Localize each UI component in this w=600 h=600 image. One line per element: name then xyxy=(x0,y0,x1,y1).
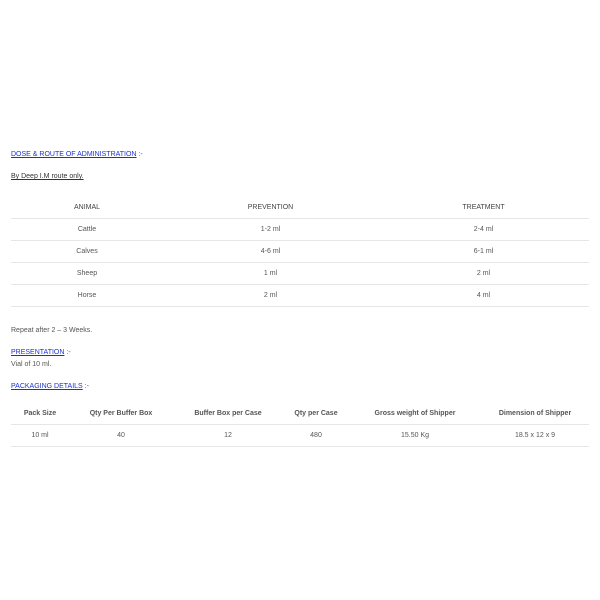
table-cell: 480 xyxy=(283,425,349,447)
dose-route-heading xyxy=(11,150,589,160)
dose-table xyxy=(11,196,589,307)
packaging-suffix: :- xyxy=(82,383,89,390)
column-header-animal: ANIMAL xyxy=(11,196,163,219)
column-header-buffer-box-per-case: Buffer Box per Case xyxy=(173,402,283,425)
table-row xyxy=(11,285,589,307)
column-header-prevention: PREVENTION xyxy=(163,196,378,219)
column-header-dimension: Dimension of Shipper xyxy=(481,402,589,425)
table-cell: 18.5 x 12 x 9 xyxy=(481,425,589,447)
table-cell: Horse xyxy=(11,285,163,307)
dose-route-link[interactable]: DOSE & ROUTE OF ADMINISTRATION xyxy=(11,151,137,158)
packaging-table-header-row xyxy=(11,402,589,425)
table-cell: 1-2 ml xyxy=(163,219,378,241)
table-cell: 40 xyxy=(69,425,173,447)
table-row xyxy=(11,219,589,241)
column-header-qty-per-case: Qty per Case xyxy=(283,402,349,425)
packaging-link[interactable]: PACKAGING DETAILS xyxy=(11,383,83,390)
column-header-pack-size: Pack Size xyxy=(11,402,69,425)
table-cell: 15.50 Kg xyxy=(349,425,481,447)
table-cell: 2-4 ml xyxy=(378,219,589,241)
table-cell: 12 xyxy=(173,425,283,447)
route-note-text: By Deep I.M route only. xyxy=(11,173,84,180)
presentation-link[interactable]: PRESENTATION xyxy=(11,349,65,356)
presentation-suffix: :- xyxy=(64,349,71,356)
table-row xyxy=(11,241,589,263)
presentation-text: Vial of 10 ml. xyxy=(11,361,52,368)
table-cell: Cattle xyxy=(11,219,163,241)
table-cell: Sheep xyxy=(11,263,163,285)
column-header-treatment: TREATMENT xyxy=(378,196,589,219)
table-cell: 6-1 ml xyxy=(378,241,589,263)
table-cell: 2 ml xyxy=(163,285,378,307)
column-header-qty-per-buffer-box: Qty Per Buffer Box xyxy=(69,402,173,425)
dose-route-suffix: :- xyxy=(136,151,143,158)
table-cell: 4-6 ml xyxy=(163,241,378,263)
page-content xyxy=(11,150,589,447)
table-cell: 10 ml xyxy=(11,425,69,447)
table-cell: 4 ml xyxy=(378,285,589,307)
route-note xyxy=(11,172,589,182)
dose-table-header-row xyxy=(11,196,589,219)
table-cell: Calves xyxy=(11,241,163,263)
packaging-heading xyxy=(11,382,589,392)
repeat-note: Repeat after 2 – 3 Weeks. xyxy=(11,327,93,334)
table-cell: 2 ml xyxy=(378,263,589,285)
packaging-table xyxy=(11,402,589,447)
table-row xyxy=(11,263,589,285)
table-row xyxy=(11,425,589,447)
column-header-gross-weight: Gross weight of Shipper xyxy=(349,402,481,425)
presentation-heading xyxy=(11,348,589,358)
table-cell: 1 ml xyxy=(163,263,378,285)
